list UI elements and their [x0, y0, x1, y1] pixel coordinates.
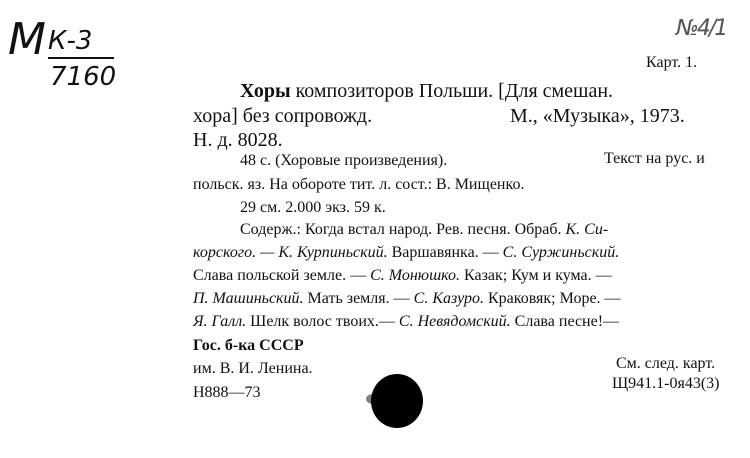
library-name-2: им. В. И. Ленина. [193, 360, 313, 377]
contents-line-3 [193, 267, 612, 285]
contents-line-1 [240, 221, 608, 239]
contents-author: корского. — К. Курпиньский. [193, 244, 388, 261]
contents-line-5 [193, 313, 619, 331]
pagination: 48 с. (Хоровые произведения). [240, 152, 448, 169]
title-line-1 [240, 80, 613, 103]
title-line-3: Н. д. 8028. [193, 129, 283, 151]
handwritten-number: 7160 [50, 62, 117, 92]
contents-author: С. Монюшко. [370, 267, 461, 284]
contents-author: С. Невядомский. [398, 313, 511, 330]
handwritten-letter: М [8, 14, 46, 65]
title-line-2-right: М., «Музыка», 1973. [510, 105, 685, 127]
contents-text: Содерж.: Когда встал народ. Рев. песня. Обраб. [240, 221, 562, 238]
contents-author: С. Суржиньский. [502, 244, 620, 261]
size-price: 29 см. 2.000 экз. 59 к. [240, 199, 386, 216]
classmark: Щ941.1-0я43(3) [612, 375, 720, 392]
title-rest: композиторов Польши. [Для смешан. [295, 80, 614, 102]
library-name: Гос. б-ка СССР [193, 337, 304, 354]
contents-line-4 [193, 290, 621, 308]
title-line-2-left: хора] без сопровожд. [193, 105, 373, 127]
contents-text: Мать земля. — [307, 290, 410, 307]
language-note: Текст на рус. и [604, 150, 705, 167]
contents-text: Слава песне!— [514, 313, 620, 330]
handwritten-corner-mark: №4/1 [676, 16, 727, 41]
title-bold: Хоры [240, 80, 291, 102]
contents-text: Слава польской земле. — [193, 267, 367, 284]
contents-author: Я. Галл. [193, 313, 247, 330]
see-next-card: См. след. карт. [616, 355, 716, 372]
contents-text: Шелк волос твоих.— [250, 313, 395, 330]
contents-author: П. Машиньский. [193, 290, 304, 307]
contents-author: К. Си- [565, 221, 609, 238]
compiler-note: польск. яз. На обороте тит. л. сост.: В. Мищенко. [193, 176, 525, 193]
contents-line-2 [193, 244, 619, 262]
contents-text: Казак; Кум и кума. — [464, 267, 612, 284]
ink-smudge [366, 394, 380, 404]
contents-text: Варшавянка. — [391, 244, 499, 261]
print-code: Н888—73 [193, 384, 261, 401]
handwritten-code: К-3 [48, 28, 114, 59]
card-number: Карт. 1. [646, 54, 698, 71]
contents-author: С. Казуро. [413, 290, 484, 307]
contents-text: Краковяк; Море. — [487, 290, 621, 307]
